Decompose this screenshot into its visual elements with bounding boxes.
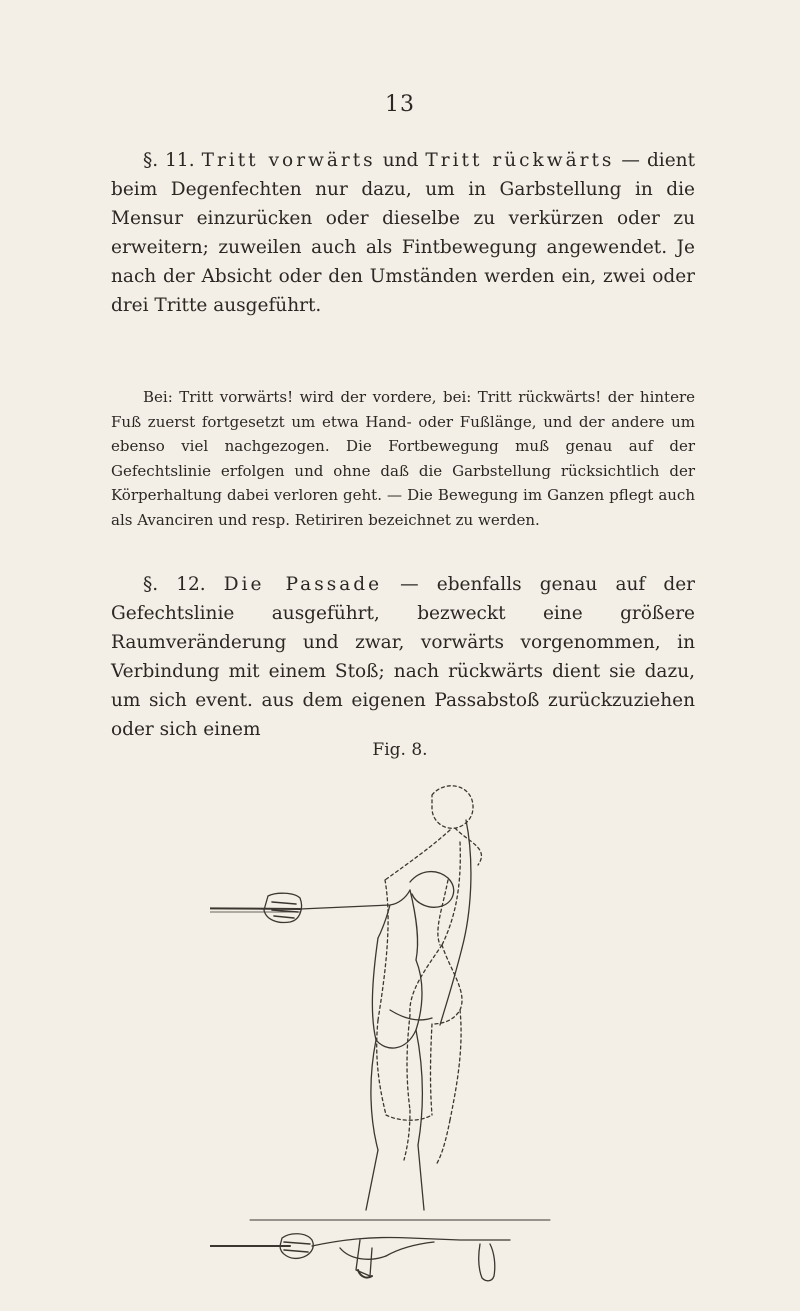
section-11-heading-back: Tritt rückwärts (425, 150, 615, 171)
front-figure-outline (366, 820, 471, 1210)
section-12-paragraph (111, 570, 695, 744)
section-12-number: §. 12. (143, 574, 206, 595)
section-11-paragraph (111, 146, 695, 320)
section-11 (111, 146, 695, 320)
section-12-heading: Die Passade (223, 574, 383, 595)
note-paragraph: Bei: Tritt vorwärts! wird der vordere, bei: Tritt rückwärts! der hintere Fuß zuerst fortgesetzt um etwa Hand- oder Fußlänge, und der andere um ebenso viel nachgezogen. Die Fortbewegung muß genau auf der Gefechtslinie erfolgen und ohne daß die Garbstellung rücksichtlich der Körperhaltung dabei verloren geht. — Die Bewegung im Ganzen pflegt auch als Avanciren und resp. Retiriren bezeichnet zu werden. (111, 388, 695, 529)
section-11-heading-and: und (382, 150, 419, 171)
figure-caption: Fig. 8. (372, 740, 428, 760)
section-11-body: — dient beim Degenfechten nur dazu, um in Garbstellung in die Mensur einzurücken oder dieselbe zu verkürzen oder zu erweitern; zuweilen auch als Fintbewegung angewendet. Je nach der Absicht oder den Umständen werden ein, zwei oder drei Tritte ausgeführt. (111, 150, 695, 316)
section-11-heading-forward: Tritt vorwärts (201, 150, 376, 171)
upper-sword (210, 890, 410, 923)
section-11-number: §. 11. (143, 150, 195, 171)
page-number: 13 (385, 92, 415, 117)
rear-figure-outline (377, 786, 482, 1165)
section-12-body: — ebenfalls genau auf der Gefechtslinie ausgeführt, bezweckt eine größere Raumveränderung und zwar, vorwärts vorgenommen, in Verbindung mit einem Stoß; nach rückwärts dient sie dazu, um sich event. aus dem eigenen Passabstoß zurückzuziehen oder sich einem (111, 574, 695, 740)
section-12 (111, 570, 695, 744)
fencer-feet (356, 1240, 495, 1281)
note-block (111, 385, 695, 532)
fencer-figure-illustration (210, 770, 590, 1290)
lower-sword (210, 1234, 510, 1260)
